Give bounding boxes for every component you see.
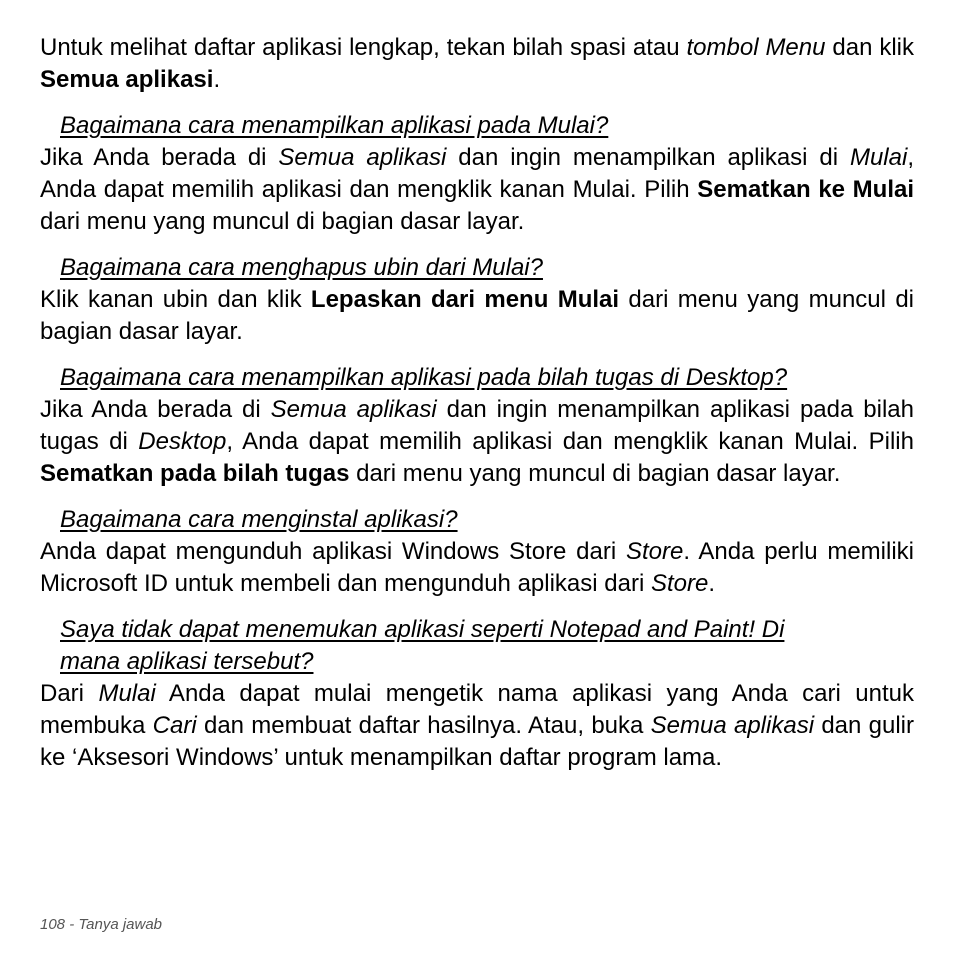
answer-text: Anda dapat mengunduh aplikasi Windows Store dari [40, 538, 626, 565]
question-heading: Bagaimana cara menginstal aplikasi? [60, 506, 458, 533]
answer-text: , Anda dapat memilih aplikasi dan mengklik kanan Mulai. Pilih [40, 144, 914, 203]
answer-italic: Mulai [98, 680, 156, 707]
page-footer: 108 - Tanya jawab [40, 916, 163, 933]
question-heading: Bagaimana cara menghapus ubin dari Mulai? [60, 254, 543, 281]
answer-text: dan ingin menampilkan aplikasi di [446, 144, 850, 171]
answer-italic: Semua aplikasi [278, 144, 447, 171]
intro-bold: Semua aplikasi [40, 66, 214, 93]
question-heading: Bagaimana cara menampilkan aplikasi pada bilah tugas di Desktop? [60, 364, 788, 391]
answer-text: dari menu yang muncul di bagian dasar layar. [40, 208, 525, 235]
answer-paragraph [40, 394, 914, 490]
intro-italic: tombol Menu [686, 34, 826, 61]
intro-text: dan klik [825, 34, 914, 61]
intro-paragraph [40, 32, 914, 96]
question-line: Saya tidak dapat menemukan aplikasi seperti Notepad and Paint! Di [60, 616, 785, 643]
answer-text: Anda dapat mulai mengetik nama aplikasi yang Anda cari untuk membuka [40, 680, 914, 739]
answer-paragraph [40, 284, 914, 348]
intro-text: Untuk melihat daftar aplikasi lengkap, tekan bilah spasi atau [40, 34, 687, 61]
answer-text: Dari [40, 680, 99, 707]
document-page [40, 32, 914, 774]
answer-text: dari menu yang muncul di bagian dasar layar. [40, 286, 914, 345]
answer-text: . [708, 570, 716, 597]
answer-paragraph [40, 678, 914, 774]
answer-italic: Mulai [849, 144, 908, 171]
answer-text: dan ingin menampilkan aplikasi pada bilah tugas di [40, 396, 914, 455]
answer-paragraph [40, 536, 914, 600]
answer-text: dan membuat daftar hasilnya. Atau, buka [196, 712, 651, 739]
answer-bold: Sematkan pada bilah tugas [40, 460, 350, 487]
answer-italic: Store [625, 538, 684, 565]
intro-text: . [213, 66, 221, 93]
answer-text: Jika Anda berada di [40, 144, 279, 171]
answer-bold: Sematkan ke Mulai [697, 176, 915, 203]
answer-text: Klik kanan ubin dan klik [40, 286, 311, 313]
answer-bold: Lepaskan dari menu Mulai [310, 286, 620, 313]
answer-italic: Desktop [138, 428, 227, 455]
answer-text: Jika Anda berada di [40, 396, 271, 423]
answer-paragraph [40, 142, 914, 238]
question-heading: Bagaimana cara menampilkan aplikasi pada Mulai? [60, 112, 609, 139]
answer-italic: Semua aplikasi [270, 396, 437, 423]
answer-italic: Store [650, 570, 709, 597]
answer-text: dari menu yang muncul di bagian dasar layar. [349, 460, 841, 487]
question-heading [40, 614, 914, 678]
answer-italic: Semua aplikasi [650, 712, 815, 739]
answer-text: , Anda dapat memilih aplikasi dan mengklik kanan Mulai. Pilih [226, 428, 914, 455]
answer-italic: Cari [152, 712, 197, 739]
question-line: mana aplikasi tersebut? [60, 648, 314, 675]
answer-text: dan gulir ke ‘Aksesori Windows’ untuk menampilkan daftar program lama. [40, 712, 915, 771]
answer-text: . Anda perlu memiliki Microsoft ID untuk membeli dan mengunduh aplikasi dari [40, 538, 914, 597]
